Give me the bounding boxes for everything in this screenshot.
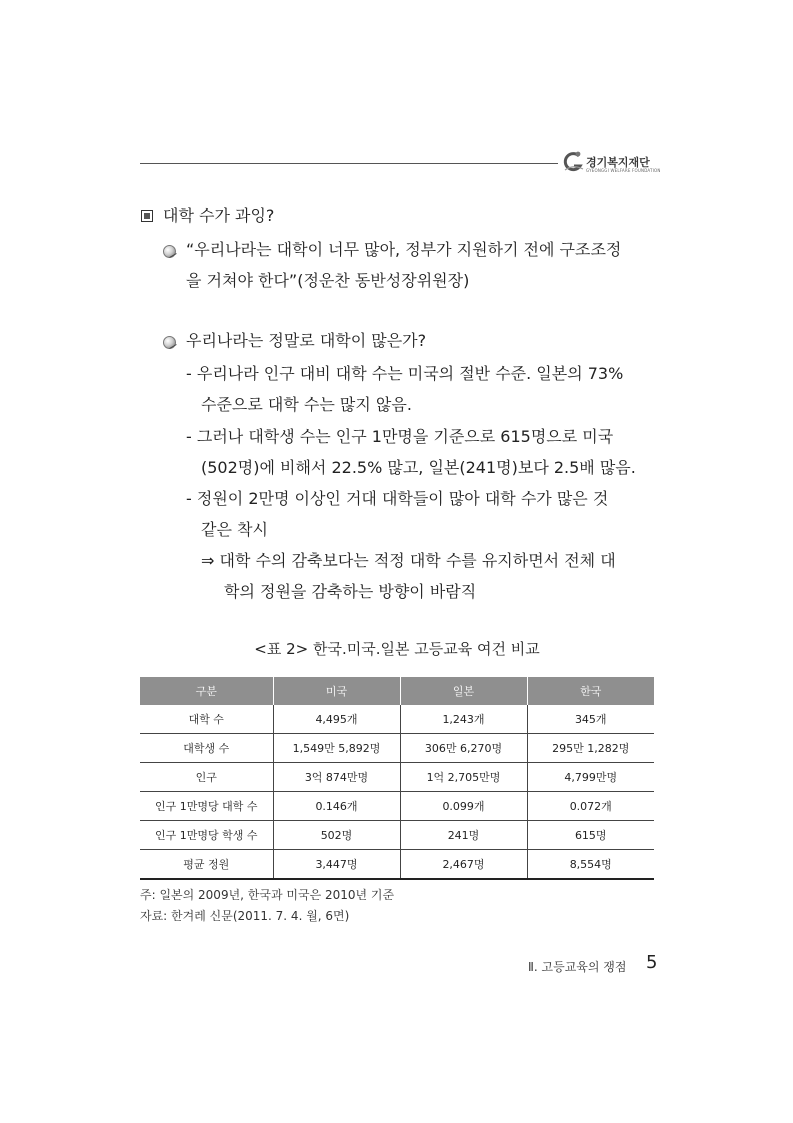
row-label: 평균 정원 bbox=[140, 850, 273, 880]
dash-item-3-line-1: - 정원이 2만명 이상인 거대 대학들이 많아 대학 수가 많은 것 bbox=[186, 489, 609, 508]
table-row bbox=[140, 763, 654, 792]
foundation-logo bbox=[562, 150, 672, 180]
table-row bbox=[140, 850, 654, 880]
row-label: 대학 수 bbox=[140, 705, 273, 734]
row-label: 인구 bbox=[140, 763, 273, 792]
section-title: 대학 수가 과잉? bbox=[163, 206, 275, 225]
table-cell: 241명 bbox=[400, 821, 527, 850]
table-row bbox=[140, 821, 654, 850]
dash-item-1-line-1: - 우리나라 인구 대비 대학 수는 미국의 절반 수준. 일본의 73% bbox=[186, 364, 624, 383]
quote-line-2: 을 거쳐야 한다”(정운찬 동반성장위원장) bbox=[186, 271, 470, 290]
dash-item-1-line-2: 수준으로 대학 수는 많지 않음. bbox=[201, 395, 412, 414]
quote-line-1: “우리나라는 대학이 너무 많아, 정부가 지원하기 전에 구조조정 bbox=[186, 240, 622, 259]
table-cell: 345개 bbox=[527, 705, 654, 734]
conclusion-line-1: ⇒ 대학 수의 감축보다는 적정 대학 수를 유지하면서 전체 대 bbox=[201, 551, 616, 570]
table-cell: 8,554명 bbox=[527, 850, 654, 880]
row-label: 인구 1만명당 대학 수 bbox=[140, 792, 273, 821]
logo-name: 경기복지재단 bbox=[586, 156, 650, 169]
column-header: 한국 bbox=[527, 677, 654, 705]
logo-subtitle: GYEONGGI WELFARE FOUNDATION bbox=[586, 168, 661, 173]
row-label: 인구 1만명당 학생 수 bbox=[140, 821, 273, 850]
table-cell: 1,549만 5,892명 bbox=[273, 734, 400, 763]
column-header: 미국 bbox=[273, 677, 400, 705]
table-source: 자료: 한겨레 신문(2011. 7. 4. 월, 6면) bbox=[140, 909, 350, 923]
table-note: 주: 일본의 2009년, 한국과 미국은 2010년 기준 bbox=[140, 888, 395, 902]
table-caption: <표 2> 한국.미국.일본 고등교육 여건 비교 bbox=[254, 640, 540, 658]
table-cell: 0.146개 bbox=[273, 792, 400, 821]
round-bullet-icon bbox=[163, 245, 176, 258]
table-cell: 502명 bbox=[273, 821, 400, 850]
table-cell: 4,495개 bbox=[273, 705, 400, 734]
table-cell: 615명 bbox=[527, 821, 654, 850]
table-row bbox=[140, 792, 654, 821]
dash-item-3-line-2: 같은 착시 bbox=[201, 520, 268, 539]
comparison-table bbox=[140, 677, 654, 880]
table-cell: 4,799만명 bbox=[527, 763, 654, 792]
table-cell: 295만 1,282명 bbox=[527, 734, 654, 763]
running-footer-chapter: Ⅱ. 고등교육의 쟁점 bbox=[528, 960, 627, 974]
table-header-row bbox=[140, 677, 654, 705]
row-label: 대학생 수 bbox=[140, 734, 273, 763]
column-header: 구분 bbox=[140, 677, 273, 705]
dash-item-2-line-2: (502명)에 비해서 22.5% 많고, 일본(241명)보다 2.5배 많음. bbox=[201, 458, 636, 477]
table-cell: 0.072개 bbox=[527, 792, 654, 821]
table-cell: 3,447명 bbox=[273, 850, 400, 880]
page-number: 5 bbox=[646, 952, 658, 973]
table-row bbox=[140, 734, 654, 763]
table-cell: 1,243개 bbox=[400, 705, 527, 734]
table-cell: 1억 2,705만명 bbox=[400, 763, 527, 792]
table-cell: 3억 874만명 bbox=[273, 763, 400, 792]
conclusion-line-2: 학의 정원을 감축하는 방향이 바람직 bbox=[224, 582, 477, 601]
logo-mark-icon bbox=[562, 150, 584, 174]
header-rule bbox=[140, 163, 558, 164]
table-row bbox=[140, 705, 654, 734]
table-cell: 306만 6,270명 bbox=[400, 734, 527, 763]
table-cell: 2,467명 bbox=[400, 850, 527, 880]
round-bullet-icon bbox=[163, 336, 176, 349]
square-bullet-icon bbox=[141, 210, 153, 222]
column-header: 일본 bbox=[400, 677, 527, 705]
dash-item-2-line-1: - 그러나 대학생 수는 인구 1만명을 기준으로 615명으로 미국 bbox=[186, 427, 614, 446]
question-line: 우리나라는 정말로 대학이 많은가? bbox=[186, 331, 427, 350]
table-cell: 0.099개 bbox=[400, 792, 527, 821]
